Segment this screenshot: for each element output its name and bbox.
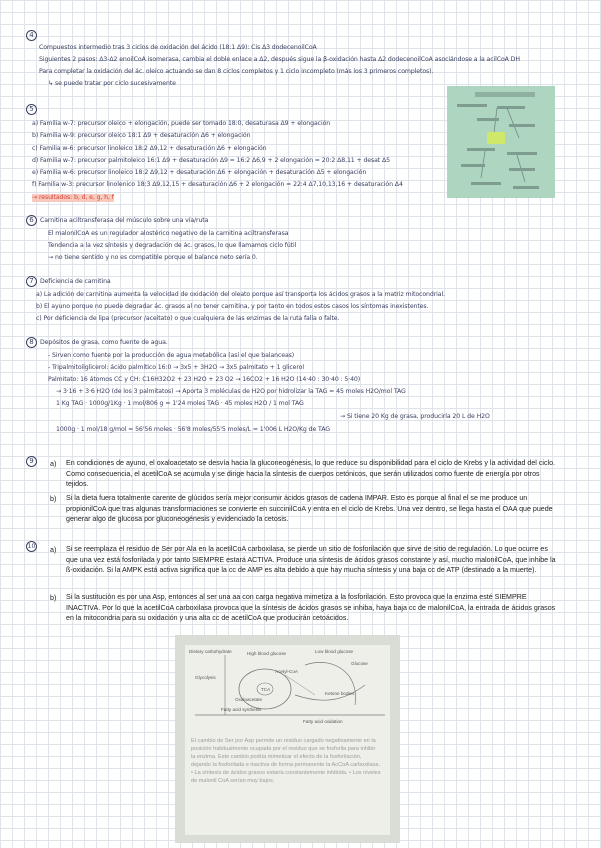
slide-label-2: Glycolysis [195, 675, 216, 680]
sec8-line-7: → Si tiene 20 Kg de grasa, produciría 20 L de H2O [340, 413, 490, 420]
sec7-line-b: b) El ayuno porque no puede degradar ác. grasos al no tener carnitina, y por tanto en todos estos casos los síntomas inexistentes. [36, 303, 429, 310]
section-9-number: 9 [26, 456, 37, 467]
sec6-line-3: → no tiene sentido y no es compatible porque el balance neto sería 0. [48, 254, 258, 261]
sec5-line-b: b) Familia w-9: precursor oleico 18:1 Δ9 + desaturación Δ6 + elongación [32, 132, 251, 139]
section-10-number: 10 [27, 543, 36, 550]
sec7-line-a: a) La adición de carnitina aumenta la velocidad de oxidación del oleato porque así transporta los ácidos grasos a la matriz mitocondrial. [36, 291, 445, 298]
slide-caption: El cambio de Ser por Asp permite un residuo cargado negativamente en la posición habitualmente ocupada por el residuo que se fosforila para inhibir la enzima. Este cambio podría mimetizar el efecto de la fosforilación, dejando la fosforilada e inactiva de forma permanente la AcCoA carboxilasa. • La síntesis de ácidos grasos estaría constantemente inhibida. • Los niveles de malonil CoA serían muy bajos. [191, 738, 381, 784]
sec5-line-d: d) Familia w-7: precursor palmitoleico 16:1 Δ9 + desaturación Δ9 = 16:2 Δ6,9 + 2 elongación = 20:2 Δ8,11 + desat Δ5 [32, 157, 390, 164]
sec9-a-text: En condiciones de ayuno, el oxaloacetato se desvía hacia la gluconeogénesis, lo que reduce su disponibilidad para el ciclo de Krebs y la actividad del ciclo. Como consecuencia, el acetilCoA se acumula y se dirige hacia la síntesis de cuerpos cetónicos, que serán utilizados como fuente de energía por otros tejidos. [66, 459, 555, 488]
slide-label-5: Acetyl-CoA [275, 669, 298, 674]
projected-slide-photo [175, 635, 400, 843]
sec4-line-2: Siguientes 2 pasos: Δ3-Δ2 enoilCoA isomerasa, cambia el doble enlace a Δ2, después sigue la β-oxidación hasta Δ2 dodecenoilCoA asociándose a la acilCoA DH [39, 56, 520, 63]
section-7-number: 7 [26, 276, 37, 287]
photo-diagram [447, 86, 555, 198]
sec5-line-e: e) Familia w-6: precursor linoleico 18:2 Δ9,12 + desaturación Δ6 + elongación + desaturación Δ5 + elongación [32, 169, 367, 176]
sec9-b-label: b) [50, 495, 57, 503]
sec6-line-2: Tendencia a la vez síntesis y degradación de ác. grasos, lo que llamamos ciclo fútil [48, 242, 297, 249]
sec9-b-text: Si la dieta fuera totalmente carente de glúcidos sería mejor consumir ácidos grasos de cadena IMPAR. Esto es porque al final el se me produce un propionilCoA que tras algunas transformaciones se convierte en succinilCoA y entra en el ciclo de Krebs. Una vez dentro, se llega hasta el OAA que puede generar algo de glucosa por gluconeogénesis y evidenciado la cetosis. [66, 494, 553, 523]
sec9-a-label: a) [50, 460, 57, 468]
sec4-line-4: ↳ se puede tratar por ciclo sucesivamente [48, 80, 176, 87]
sec10-b-label: b) [50, 594, 57, 602]
sec7-title: Deficiencia de carnitina [40, 278, 111, 285]
sec10-a-label: a) [50, 546, 57, 554]
slide-label-8: Ketone bodies [325, 691, 355, 696]
sec7-line-c: c) Por deficiencia de lipa (precursor /aceitato) o que cualquiera de las enzimas de la ruta falla o falte. [36, 315, 340, 322]
sec8-line-5: 1 Kg TAG · 1000g/1Kg · 1 mol/806 g = 1'24 moles TAG · 45 moles H2O / 1 mol TAG [56, 400, 304, 407]
slide-diagram [185, 645, 390, 737]
sec8-line-2: - Tripalmitoilglicerol: ácido palmítico 16:0 → 3x5 + 3H2O → 3x5 palmitato + 1 glicerol [48, 364, 304, 371]
sec5-highlight: → resultados: b, d, e, g, h, f [32, 194, 114, 201]
sec10-b-text: Si la sustitución es por una Asp, entonces al ser una aa con carga negativa mimetiza a la fosforilación. Esto provoca que la enzima esté SIEMPRE INACTIVA. Por lo que la acetilCoA carboxilasa provoca que la síntesis de ácidos grasos se inhiba, haya baja cc de malonilCoA, la entrada de ácidos grasos en la mitocondria para su oxidación y una alta cc de acetilCoA que producirán cetoácidos. [66, 593, 556, 622]
slide-label-9: Low blood glucose [315, 649, 354, 654]
slide-label-11: Glucose [351, 661, 368, 666]
slide-label-4: Fatty acid synthesis [221, 707, 262, 712]
sec10-a-text: Si se reemplaza el residuo de Ser por Ala en la acetilCoA carboxilasa, se pierde un sitio de fosforilación que sirve de sitio de regulación. Lo que ocurre es que una vez está fosforilada y por tanto SIEMPRE estará ACTIVA. Produce una síntesis de ácidos grasos constante y así, mucho malonilCoA, que inhibe la ß-oxidación. Si la AMPK está activa significa que la cc de AMP es alta debido a que hay mucha síntesis y una baja cc de ATP (destinado a la muerte). [66, 545, 556, 574]
section-6-number: 6 [26, 215, 37, 226]
sec4-line-3: Para completar la oxidación del ác. oleico actuando se dan 8 ciclos completos y 1 ciclo incompleto (más los 3 primeros completos). [39, 68, 434, 75]
sec5-line-c: c) Familia w-6: precursor linoleico 18:2 Δ9,12 + desaturación Δ6 + elongación [32, 145, 267, 152]
sec8-line-4: → 3·16 + 3·6 H2O (de los 3 palmitatos) → Aporta 3 moléculas de H2O por hidrolizar la TAG = 45 moles H2O/mol TAG [56, 388, 406, 395]
sec8-line-3: Palmitato: 16 átomos CC y CH: C16H32O2 + 23 H2O + 23 O2 → 16CO2 + 16 H2O (14·40 : 30·40 : 5·40) [48, 376, 361, 383]
slide-label-1: Dietary carbohydrate [189, 649, 232, 654]
fatty-acid-family-photo [447, 86, 555, 198]
slide-label-7: Oxaloacetate [235, 697, 263, 702]
section-4-number: 4 [26, 30, 37, 41]
sec8-line-6: 1000g · 1 mol/18 g/mol = 56'56 moles · 56'8 moles/55'5 moles/L = 1'006 L H2O/Kg de TAG [56, 426, 330, 433]
slide-label-3: High blood glucose [247, 651, 287, 656]
sec5-line-a: a) Familia w-7: precursor oleico + elongación, puede ser tomado 18:0, desaturasa Δ9 + elongación [32, 120, 331, 127]
slide-label-6: TCA [261, 687, 271, 692]
sec4-line-1: Compuestos intermedio tras 3 ciclos de oxidación del ácido (18:1 Δ9): Cis Δ3 dodecenoilCoA [39, 44, 317, 51]
section-8-number: 8 [26, 337, 37, 348]
section-5-number: 5 [26, 104, 37, 115]
sec6-line-1: El malonilCoA es un regulador alostérico negativo de la carnitina aciltransferasa [48, 230, 289, 237]
sec5-line-f: f) Familia w-3: precursor linolenico 18:3 Δ9,12,15 + desaturación Δ6 + 2 elongación = 22:4 Δ7,10,13,16 + desaturación Δ4 [32, 181, 403, 188]
sec8-title: Depósitos de grasa, como fuente de agua. [40, 339, 168, 346]
sec6-title: Carnitina aciltransferasa del músculo sobre una vía/ruta [40, 217, 209, 224]
sec8-line-1: - Sirven como fuente por la producción de agua metabólica (así el que balanceas) [48, 352, 295, 359]
slide-label-10: Fatty acid oxidation [303, 719, 343, 724]
